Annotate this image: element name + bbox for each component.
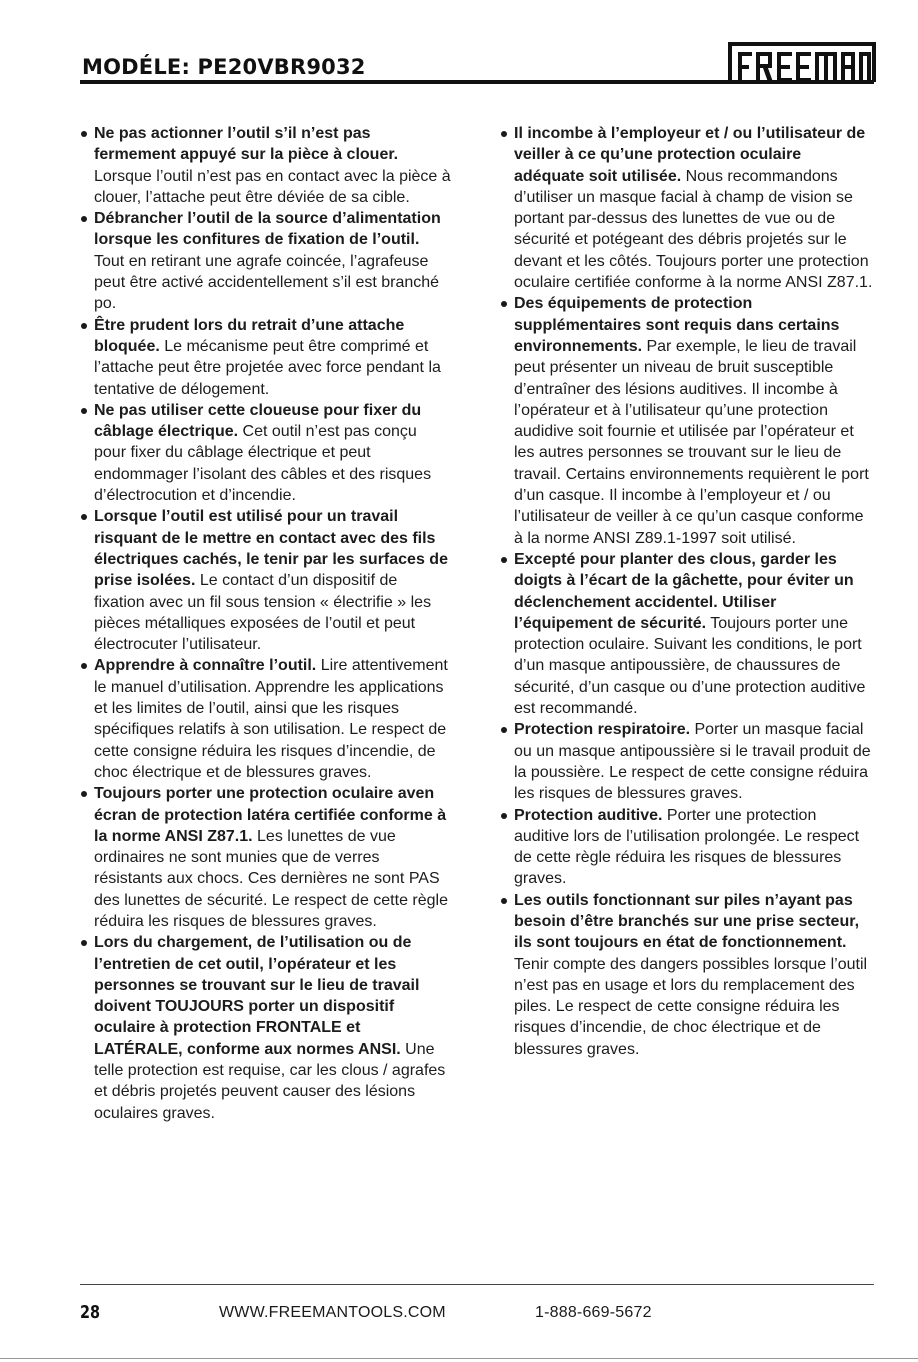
page-number: 28 bbox=[80, 1302, 101, 1323]
item-heading: Débrancher l’outil de la source d’alimentation lorsque les confitures de fixation de l’outil. bbox=[94, 210, 441, 249]
item-text: Cet outil n’est pas conçu pour fixer du câblage électrique et peut endommager l’isolant des câbles et des risques d’électrocution et d’incendie. bbox=[94, 423, 432, 505]
item-text: Le mécanisme peut être comprimé et l’attache peut être projetée avec force pendant la tentative de délogement. bbox=[94, 337, 441, 398]
page-edge bbox=[0, 1358, 918, 1359]
item-text: Porter une protection auditive lors de l’utilisation prolongée. Le respect de cette règle réduira les risques de blessures graves. bbox=[514, 806, 860, 888]
list-item bbox=[80, 506, 452, 655]
right-column bbox=[500, 123, 874, 1060]
list-item bbox=[80, 655, 452, 783]
item-text: Tenir compte des dangers possibles lorsque l’outil n’est pas en usage et lors du remplacement des piles. Le respect de cette consigne réduira les risques d’incendie, de choc électrique et de blessures graves. bbox=[514, 955, 868, 1058]
item-text: Nous recommandons d’utiliser un masque facial à champ de vision se portant par-dessus des lunettes de vue ou de sécurité et potégeant des débris projetés sur le devant et les côtés. Toujours porter une protection oculaire certifiée conforme à la norme ANSI Z87.1. bbox=[514, 167, 873, 292]
phone-number: 1-888-669-5672 bbox=[535, 1304, 652, 1321]
item-heading: Lorsque l’outil est utilisé pour un travail risquant de le mettre en contact avec des fils électriques cachés, le tenir par les surfaces de prise isolées. bbox=[94, 508, 448, 590]
list-item bbox=[80, 400, 452, 506]
item-heading: Toujours porter une protection oculaire aven écran de protection latéra certifiée conforme à la norme ANSI Z87.1. bbox=[94, 785, 447, 845]
item-heading: Ne pas actionner l’outil s’il n’est pas fermement appuyé sur la pièce à clouer. bbox=[94, 125, 399, 164]
list-item bbox=[500, 123, 874, 293]
item-heading: Lors du chargement, de l’utilisation ou de l’entretien de cet outil, l’opérateur et les personnes se trouvant sur le lieu de travail doivent TOUJOURS porter un dispositif oculaire à protection FRONTALE et LATÉRALE, conforme aux normes ANSI. bbox=[94, 934, 420, 1058]
freeman-logo bbox=[728, 38, 876, 82]
header-divider bbox=[80, 80, 874, 84]
item-heading: Les outils fonctionnant sur piles n’ayant pas besoin d’être branchés sur une prise secteur, ils sont toujours en état de fonctionnement. bbox=[514, 891, 860, 952]
list-item bbox=[80, 783, 452, 932]
item-text: Le contact d’un dispositif de fixation avec un fil sous tension « électrifie » les pièces métalliques exposées de l’outil et peut électrocuter l’utilisateur. bbox=[94, 572, 432, 654]
list-item bbox=[80, 932, 452, 1124]
item-heading: Des équipements de protection supplémentaires sont requis dans certains environnements. bbox=[514, 295, 840, 355]
list-item bbox=[500, 890, 874, 1060]
item-text: Les lunettes de vue ordinaires ne sont munies que de verres résistants aux chocs. Ces dernières ne sont PAS des lunettes de sécurité. Le respect de cette règle réduira les risques de blessures graves. bbox=[94, 827, 448, 930]
footer-divider bbox=[80, 1284, 874, 1285]
item-heading: Il incombe à l’employeur et / ou l’utilisateur de veiller à ce qu’une protection oculaire adéquate soit utilisée. bbox=[514, 125, 866, 185]
item-heading: Protection respiratoire. bbox=[514, 721, 691, 739]
item-text: Lorsque l’outil n’est pas en contact avec la pièce à clouer, l’attache peut être déviée de sa cible. bbox=[94, 167, 451, 206]
item-heading: Apprendre à connaître l’outil. bbox=[94, 657, 317, 675]
list-item bbox=[500, 293, 874, 549]
list-item bbox=[80, 315, 452, 400]
item-text: Lire attentivement le manuel d’utilisation. Apprendre les applications et les limites de l’outil, ainsi que les risques spécifiques relatifs à son utilisation. Le respect de cette consigne réduira les risques d’incendie, de choc électrique et de blessures graves. bbox=[94, 657, 448, 781]
item-heading: Protection auditive. bbox=[514, 806, 663, 824]
item-text: Une telle protection est requise, car les clous / agrafes et débris projetés peuvent causer des lésions oculaires graves. bbox=[94, 1040, 446, 1122]
safety-list-right bbox=[500, 123, 874, 1060]
list-item bbox=[500, 549, 874, 719]
list-item bbox=[500, 805, 874, 890]
list-item bbox=[80, 123, 452, 208]
item-text: Par exemple, le lieu de travail peut présenter un niveau de bruit susceptible d’entraîner des lésions auditives. Il incombe à l’opérateur et à l’utilisateur qu’une protection audidive soit fournie et utilisée par l’opérateur et les autres personnes se trouvant sur le lieu de travail. Certains environnements requièrent le port d’un casque. Il incombe à l’employeur et / ou l’utilisateur de veiller à ce qu’un casque conforme à la norme ANSI Z89.1-1997 soit utilisé. bbox=[514, 337, 869, 547]
item-text: Tout en retirant une agrafe coincée, l’agrafeuse peut être activé accidentellement s’il est branché po. bbox=[94, 252, 440, 313]
freeman-logo-graphic bbox=[728, 38, 876, 82]
item-heading: Ne pas utiliser cette cloueuse pour fixer du câblage électrique. bbox=[94, 401, 422, 441]
page-title: MODÉLE: PE20VBR9032 bbox=[82, 55, 366, 79]
website-link[interactable]: WWW.FREEMANTOOLS.COM bbox=[219, 1304, 446, 1321]
list-item bbox=[500, 719, 874, 804]
item-heading: Excepté pour planter des clous, garder les doigts à l’écart de la gâchette, pour éviter un déclenchement accidentel. Utiliser l’équipement de sécurité. bbox=[514, 550, 854, 632]
list-item bbox=[80, 208, 452, 314]
left-column bbox=[80, 123, 452, 1124]
safety-list-left bbox=[80, 123, 452, 1124]
item-text: Toujours porter une protection oculaire. Suivant les conditions, le port d’un masque antipoussière, de chaussures de sécurité, d’un casque ou d’une protection auditive est recommandé. bbox=[514, 614, 866, 718]
item-text: Porter un masque facial ou un masque antipoussière si le travail produit de la poussière. Le respect de cette consigne réduira les risques de blessures graves. bbox=[514, 721, 871, 803]
item-heading: Être prudent lors du retrait d’une attache bloquée. bbox=[94, 316, 405, 355]
